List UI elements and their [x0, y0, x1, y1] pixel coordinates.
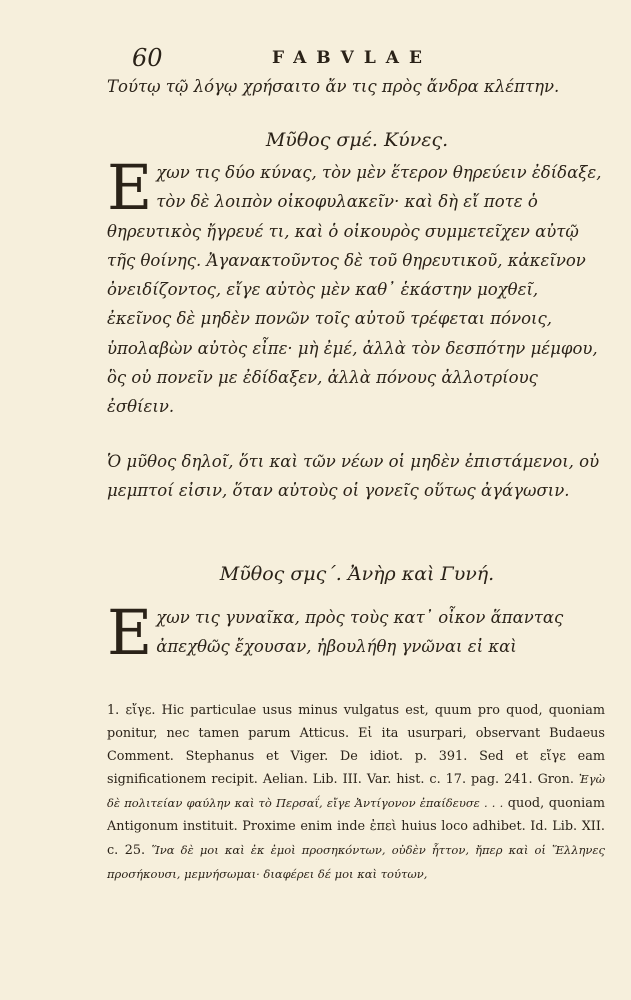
fable-moral-1: Ὁ μῦθος δηλοῖ, ὅτι καὶ τῶν νέων οἱ μηδὲν ἐπιστάμενοι, οὐ μεμπτοί εἰσιν, ὅταν αὐτοὺς οἱ γονεῖς οὕτως ἀγάγωσιν.	[107, 452, 600, 501]
footnote-greek-2: Ἵνα δὲ μοι καὶ ἐκ ἐμοὶ προσηκόντων, οὐδὲν ἧττον, ἤπερ καὶ οἱ Ἕλληνες προσήκουσι, μεμνήσωμαι· διαφέρει δέ μοι καὶ τούτων,	[107, 842, 606, 881]
fable-text-1: χων τις δύο κύνας, τὸν μὲν ἕτερον θηρεύειν ἐδίδαξε, τὸν δὲ λοιπὸν οἰκοφυλακεῖν· καὶ δὴ εἴ ποτε ὁ θηρευτικὸς ἤγρευέ τι, καὶ ὁ οἰκουρὸς συμμετεῖχεν αὐτῷ τῆς θοίνης. Ἀγανακτοῦντος δὲ τοῦ θηρευτικοῦ, κἀκεῖνον ὀνειδίζοντος, εἴγε αὐτὸς μὲν καθ᾽ ἑκάστην μοχθεῖ, ἐκεῖνος δὲ μηδὲν πονῶν τοῖς αὐτοῦ τρέφεται πόνοις, ὑπολαβὼν αὐτὸς εἶπε· μὴ ἐμέ, ἀλλὰ τὸν δεσπότην μέμφου, ὃς οὐ πονεῖν με ἐδίδαξεν, ἀλλὰ πόνους ἀλλοτρίους ἐσθίειν.	[107, 163, 602, 417]
fable-title-1: Μῦθος σμέ. Κύνες.	[265, 129, 449, 151]
drop-cap-1: Ε	[107, 151, 153, 224]
page-header	[132, 44, 572, 74]
footnotes	[107, 700, 605, 886]
footnote-latin-2: quod, quoniam Antigonum instituit. Proxime enim inde ἐπεὶ huius loco adhibet. Id. Lib. XII. c. 25.	[107, 796, 605, 858]
intro-text: Τούτῳ τῷ λόγῳ χρήσαιτο ἄν τις πρὸς ἄνδρα κλέπτην.	[107, 77, 560, 96]
running-title: FABVLAE	[272, 48, 432, 68]
footnote-marker: 1.	[107, 703, 120, 718]
fable-body-2	[107, 596, 607, 669]
fable-text-2: χων τις γυναῖκα, πρὸς τοὺς κατ᾽ οἶκον ἅπαντας ἀπεχθῶς ἔχουσαν, ἠβουλήθη γνῶναι εἰ καὶ	[156, 608, 564, 657]
page-number: 60	[132, 44, 163, 72]
drop-cap-2: Ε	[107, 596, 153, 669]
footnote-greek-1: Ἐγὼ δὲ πολιτείαν φαύλην καὶ τὸ Περσαΐ, εἴγε Ἀντίγονον ἐπαίδευσε . . .	[107, 772, 605, 811]
footnote-latin-1: εἴγε. Hic particulae usus minus vulgatus est, quum pro quod, quoniam ponitur, nec tamen parum Atticus. Εἰ ita usurpari, observant Budaeus Comment. Stephanus et Viger. De idiot. p. 391. Sed et εἴγε eam significationem recipit. Aelian. Lib. III. Var. hist. c. 17. pag. 241. Gron.	[107, 703, 605, 788]
fable-body-1	[107, 151, 607, 422]
fable-title-2: Μῦθος σμς΄. Ἀνὴρ καὶ Γυνή.	[219, 563, 495, 585]
